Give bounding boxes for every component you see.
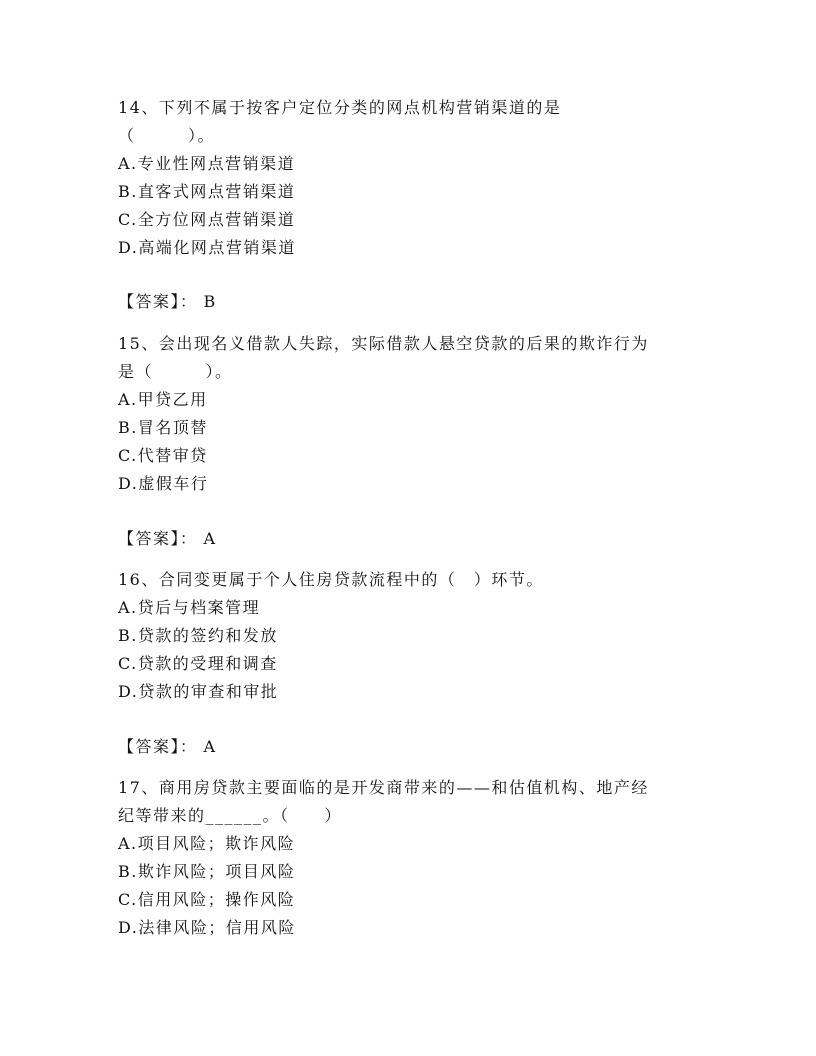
option-b: B.贷款的签约和发放 — [118, 626, 278, 645]
question-stem-line: （ ）。 — [118, 126, 216, 145]
question-16 — [118, 566, 698, 706]
question-stem — [118, 566, 698, 594]
answer-label: 【答案】： — [118, 737, 198, 756]
option-d: D.虚假车行 — [118, 474, 209, 493]
option-list — [118, 830, 698, 942]
option-d: D.法律风险；信用风险 — [118, 918, 296, 937]
question-stem-line: 是（ ）。 — [118, 362, 233, 381]
question-stem — [118, 774, 698, 830]
question-stem — [118, 330, 698, 386]
question-stem-line: 14、下列不属于按客户定位分类的网点机构营销渠道的是 — [118, 98, 562, 117]
answer-value: A — [203, 737, 217, 756]
option-list — [118, 386, 698, 498]
answer-value: B — [203, 292, 217, 311]
question-14 — [118, 94, 698, 262]
answer-label: 【答案】： — [118, 529, 198, 548]
answer-16 — [118, 733, 217, 761]
answer-15 — [118, 525, 217, 553]
answer-label: 【答案】： — [118, 292, 198, 311]
question-stem-line: 15、会出现名义借款人失踪，实际借款人悬空贷款的后果的欺诈行为 — [118, 334, 649, 353]
question-17 — [118, 774, 698, 942]
question-15 — [118, 330, 698, 498]
question-stem-line: 纪等带来的______。（ ） — [118, 806, 343, 825]
option-list — [118, 594, 698, 706]
option-b: B.直客式网点营销渠道 — [118, 182, 296, 201]
option-c: C.信用风险；操作风险 — [118, 890, 296, 909]
option-a: A.专业性网点营销渠道 — [118, 154, 296, 173]
option-b: B.冒名顶替 — [118, 418, 208, 437]
question-stem — [118, 94, 698, 150]
answer-14 — [118, 288, 217, 316]
answer-value: A — [203, 529, 217, 548]
question-stem-line: 16、合同变更属于个人住房贷款流程中的（ ）环节。 — [118, 570, 544, 589]
option-d: D.贷款的审查和审批 — [118, 682, 279, 701]
option-list — [118, 150, 698, 262]
option-c: C.贷款的受理和调查 — [118, 654, 278, 673]
option-b: B.欺诈风险；项目风险 — [118, 862, 296, 881]
option-a: A.项目风险；欺诈风险 — [118, 834, 296, 853]
option-a: A.贷后与档案管理 — [118, 598, 261, 617]
option-c: C.代替审贷 — [118, 446, 208, 465]
question-stem-line: 17、商用房贷款主要面临的是开发商带来的——和估值机构、地产经 — [118, 778, 649, 797]
option-a: A.甲贷乙用 — [118, 390, 208, 409]
option-d: D.高端化网点营销渠道 — [118, 238, 296, 257]
option-c: C.全方位网点营销渠道 — [118, 210, 296, 229]
